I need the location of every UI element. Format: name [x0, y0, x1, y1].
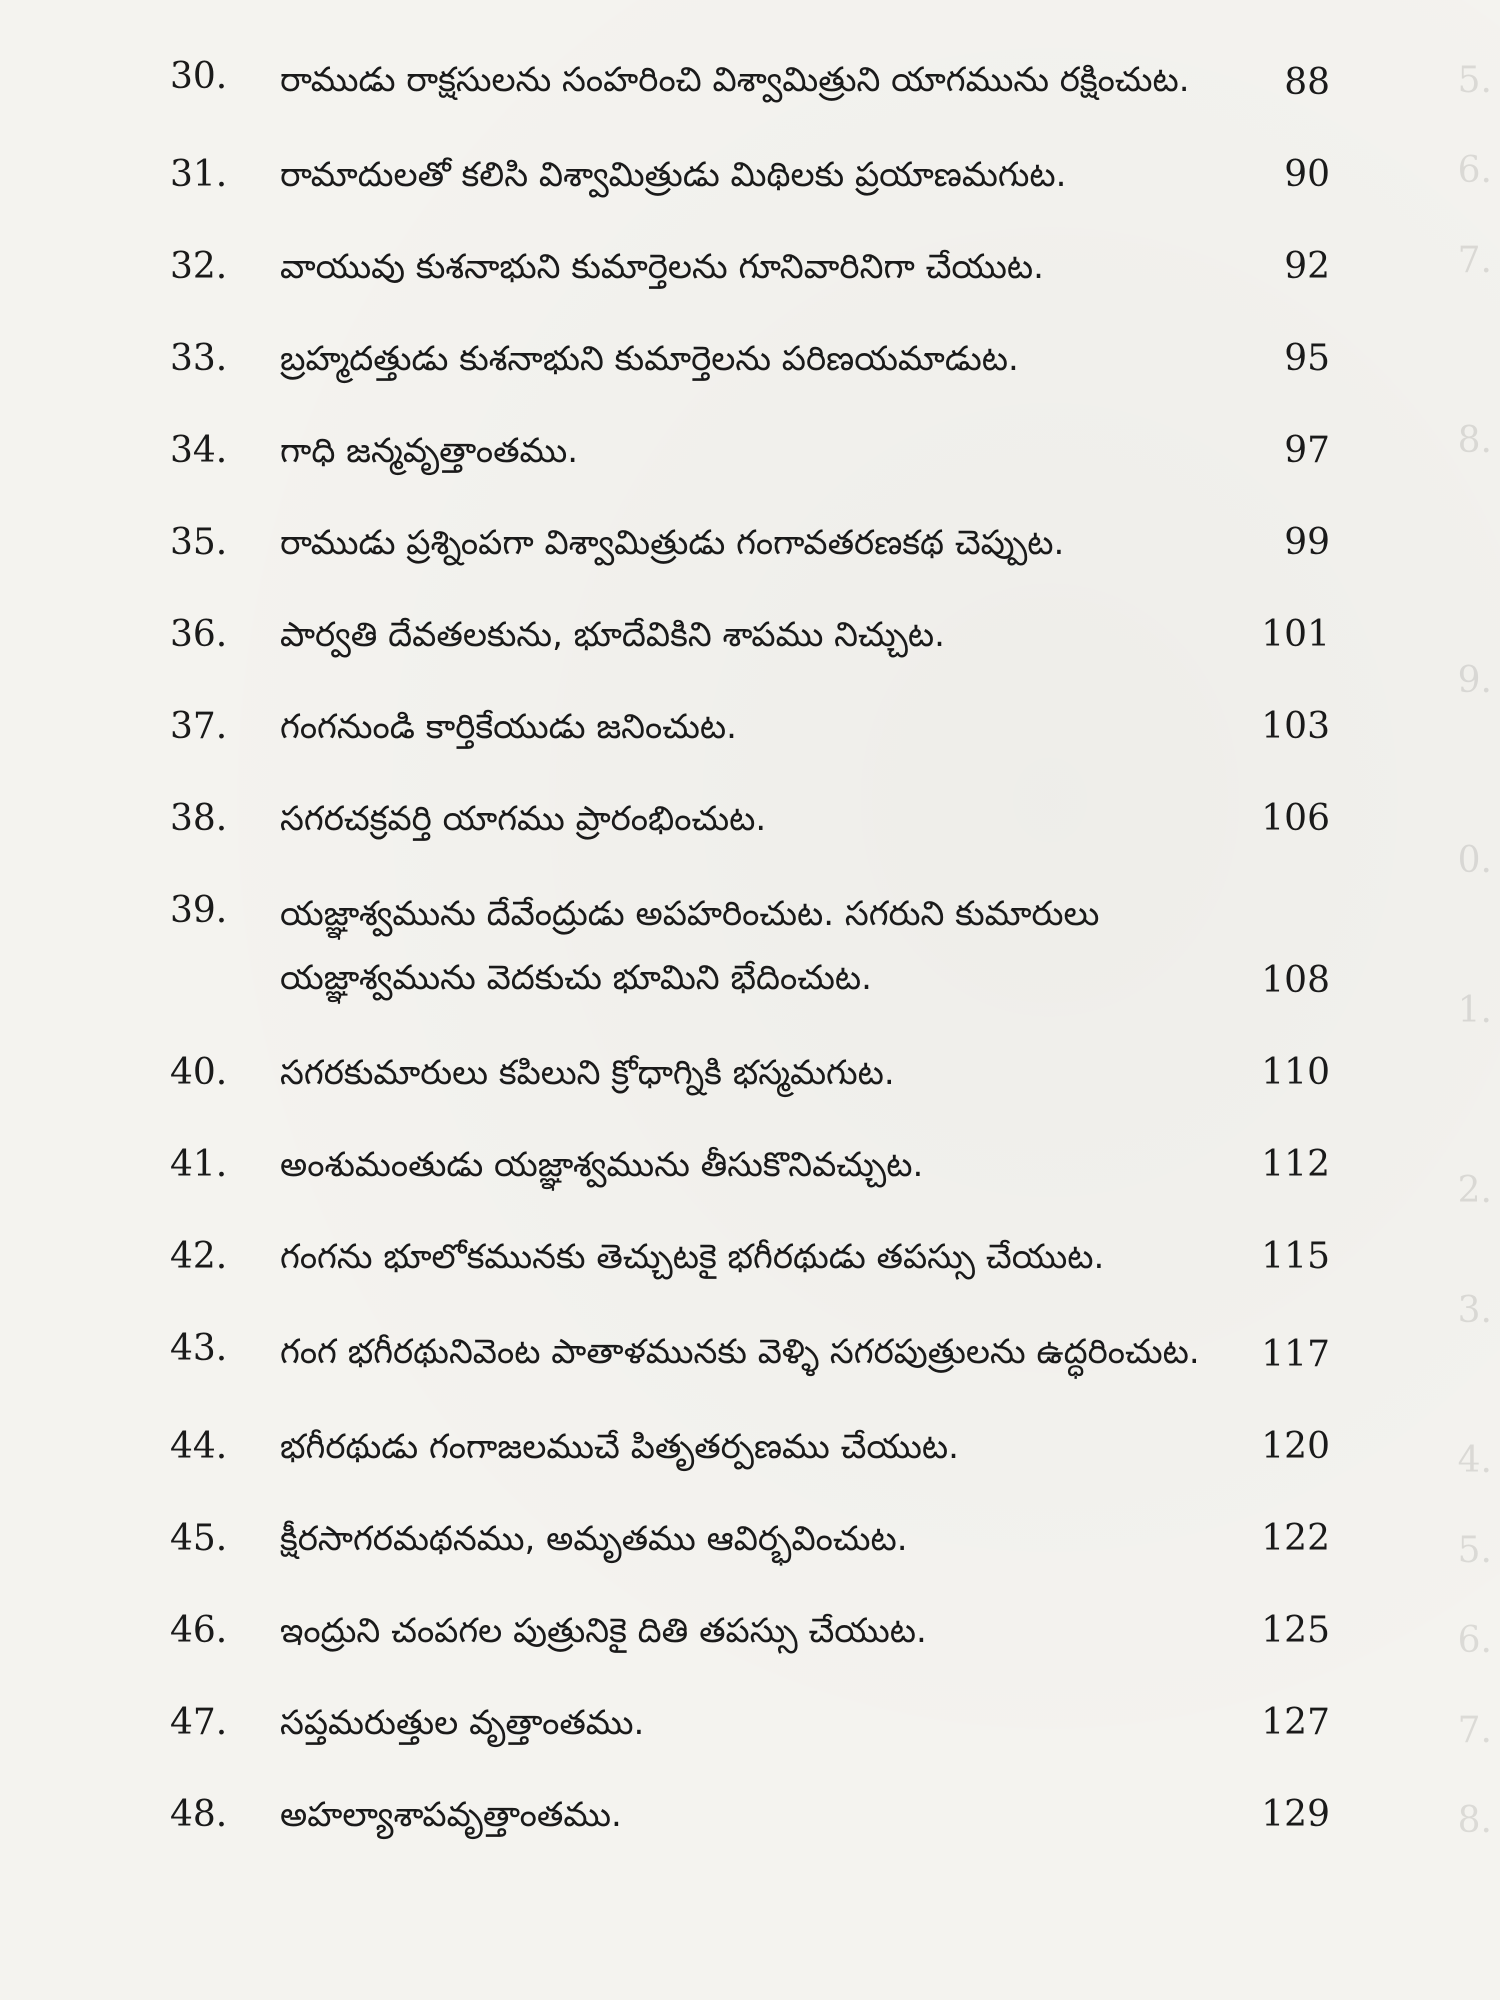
entry-number: 34. — [170, 430, 228, 471]
entry-page-number: 103 — [1261, 706, 1330, 747]
entry-page-number: 125 — [1261, 1610, 1330, 1651]
entry-number: 32. — [170, 246, 228, 287]
entry-title: ఇంద్రుని చంపగల పుత్రునికై దితి తపస్సు చేయుట. — [280, 1611, 927, 1651]
toc-entry — [170, 882, 1350, 1010]
entry-number: 37. — [170, 706, 228, 747]
toc-entry — [170, 1694, 1350, 1752]
entry-number: 47. — [170, 1702, 228, 1743]
entry-page-number: 95 — [1284, 338, 1330, 379]
entry-page-number: 99 — [1284, 522, 1330, 563]
toc-entry — [170, 1320, 1350, 1384]
entry-title: అంశుమంతుడు యజ్ఞాశ్వమును తీసుకొనివచ్చుట. — [280, 1145, 924, 1185]
toc-entry — [170, 146, 1350, 204]
bleed-through-text: 5. 6. 7. 8. 9. 0. 1. 2. 3. 4. 5. 6. 7. 8. — [1457, 60, 1492, 1841]
entry-title: గంగ భగీరథునివెంట పాతాళమునకు వెళ్ళి సగరపుత్రులను ఉద్ధరించుట. — [280, 1332, 1200, 1372]
table-of-contents — [170, 48, 1350, 1878]
toc-entry — [170, 1044, 1350, 1102]
entry-title: క్షీరసాగరమథనము, అమృతము ఆవిర్భవించుట. — [280, 1519, 908, 1559]
entry-page-number: 120 — [1261, 1426, 1330, 1467]
entry-number: 31. — [170, 154, 228, 195]
entry-page-number: 106 — [1261, 798, 1330, 839]
toc-entry — [170, 1602, 1350, 1660]
toc-entry — [170, 1136, 1350, 1194]
entry-number: 45. — [170, 1518, 228, 1559]
entry-title: అహల్యాశాపవృత్తాంతము. — [280, 1795, 622, 1835]
entry-page-number: 112 — [1261, 1144, 1330, 1185]
toc-entry — [170, 330, 1350, 388]
entry-title: రాముడు ప్రశ్నింపగా విశ్వామిత్రుడు గంగావతరణకథ చెప్పుట. — [280, 523, 1065, 563]
entry-title: సగరకుమారులు కపిలుని క్రోధాగ్నికి భస్మమగుట. — [280, 1053, 895, 1093]
entry-page-number: 97 — [1284, 430, 1330, 471]
entry-number: 41. — [170, 1144, 228, 1185]
entry-page-number: 129 — [1261, 1794, 1330, 1835]
entry-page-number: 92 — [1284, 246, 1330, 287]
entry-title: యజ్ఞాశ్వమును దేవేంద్రుడు అపహరించుట. సగరుని కుమారులు యజ్ఞాశ్వమును వెదకుచు భూమిని భేదించుట. — [280, 894, 1100, 998]
entry-page-number: 108 — [1261, 960, 1330, 1001]
entry-title: సప్తమరుత్తుల వృత్తాంతము. — [280, 1703, 645, 1743]
entry-number: 38. — [170, 798, 228, 839]
entry-page-number: 122 — [1261, 1518, 1330, 1559]
toc-entry — [170, 698, 1350, 756]
entry-title: సగరచక్రవర్తి యాగము ప్రారంభించుట. — [280, 799, 767, 839]
toc-entry — [170, 1418, 1350, 1476]
entry-title: గాధి జన్మవృత్తాంతము. — [280, 431, 579, 471]
entry-number: 48. — [170, 1794, 228, 1835]
entry-number: 43. — [170, 1328, 228, 1369]
entry-number: 39. — [170, 890, 228, 931]
toc-entry — [170, 514, 1350, 572]
entry-page-number: 101 — [1261, 614, 1330, 655]
toc-entry — [170, 1510, 1350, 1568]
entry-page-number: 127 — [1261, 1702, 1330, 1743]
entry-title: వాయువు కుశనాభుని కుమార్తెలను గూనివారినిగా చేయుట. — [280, 247, 1044, 287]
entry-title: రాముడు రాక్షసులను సంహరించి విశ్వామిత్రుని యాగమును రక్షించుట. — [280, 60, 1190, 100]
entry-number: 33. — [170, 338, 228, 379]
toc-entry — [170, 606, 1350, 664]
toc-entry — [170, 238, 1350, 296]
toc-entry — [170, 1228, 1350, 1286]
toc-entry — [170, 48, 1350, 112]
entry-number: 35. — [170, 522, 228, 563]
entry-page-number: 88 — [1284, 62, 1330, 103]
entry-number: 42. — [170, 1236, 228, 1277]
entry-page-number: 90 — [1284, 154, 1330, 195]
entry-title: భగీరథుడు గంగాజలముచే పితృతర్పణము చేయుట. — [280, 1427, 959, 1467]
entry-page-number: 110 — [1261, 1052, 1330, 1093]
entry-title: బ్రహ్మదత్తుడు కుశనాభుని కుమార్తెలను పరిణయమాడుట. — [280, 339, 1019, 379]
toc-entry — [170, 790, 1350, 848]
entry-page-number: 115 — [1261, 1236, 1330, 1277]
toc-entry — [170, 422, 1350, 480]
entry-number: 40. — [170, 1052, 228, 1093]
entry-number: 46. — [170, 1610, 228, 1651]
entry-number: 44. — [170, 1426, 228, 1467]
entry-title: గంగనుండి కార్తికేయుడు జనించుట. — [280, 707, 737, 747]
entry-number: 30. — [170, 56, 228, 97]
toc-entry — [170, 1786, 1350, 1844]
entry-title: పార్వతి దేవతలకును, భూదేవికిని శాపము నిచ్చుట. — [280, 615, 945, 655]
entry-title: గంగను భూలోకమునకు తెచ్చుటకై భగీరథుడు తపస్సు చేయుట. — [280, 1237, 1105, 1277]
entry-title: రామాదులతో కలిసి విశ్వామిత్రుడు మిథిలకు ప్రయాణమగుట. — [280, 155, 1067, 195]
entry-number: 36. — [170, 614, 228, 655]
entry-page-number: 117 — [1261, 1334, 1330, 1375]
